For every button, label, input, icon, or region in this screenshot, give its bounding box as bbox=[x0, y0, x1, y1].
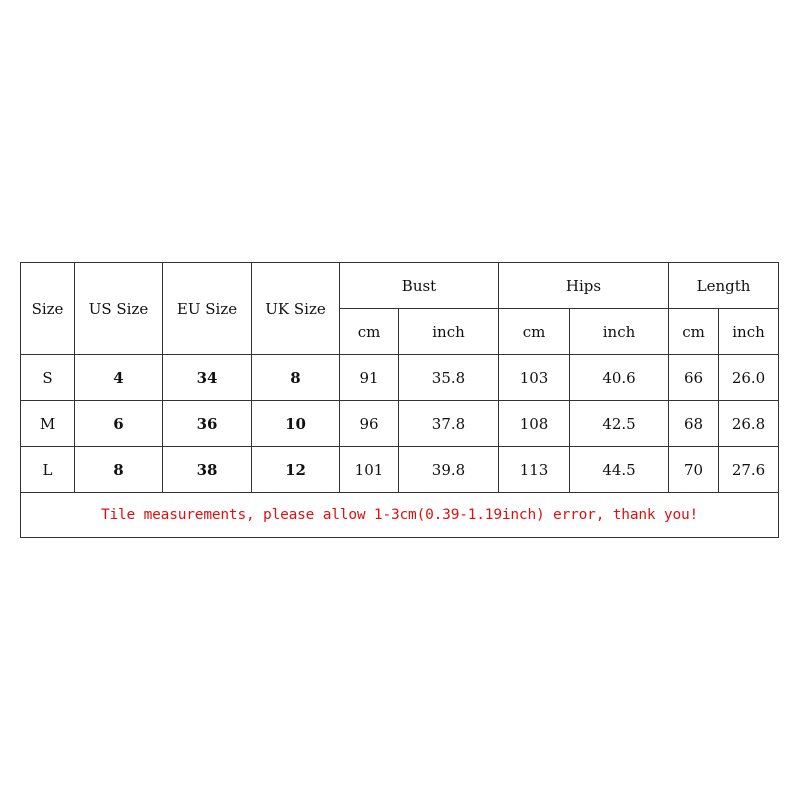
header-length-inch: inch bbox=[719, 309, 779, 355]
cell-bust-cm: 91 bbox=[340, 355, 399, 401]
header-size: Size bbox=[21, 263, 75, 355]
cell-bust-inch: 35.8 bbox=[399, 355, 499, 401]
cell-size: M bbox=[21, 401, 75, 447]
cell-eu-size: 38 bbox=[163, 447, 252, 493]
note-row bbox=[21, 493, 779, 538]
cell-hips-inch: 44.5 bbox=[570, 447, 669, 493]
cell-uk-size: 10 bbox=[252, 401, 340, 447]
table-row bbox=[21, 355, 779, 401]
cell-eu-size: 34 bbox=[163, 355, 252, 401]
cell-length-inch: 26.8 bbox=[719, 401, 779, 447]
measurement-note: Tile measurements, please allow 1-3cm(0.39-1.19inch) error, thank you! bbox=[21, 493, 779, 538]
size-chart-table bbox=[20, 262, 779, 538]
cell-eu-size: 36 bbox=[163, 401, 252, 447]
header-uk-size: UK Size bbox=[252, 263, 340, 355]
cell-size: S bbox=[21, 355, 75, 401]
cell-bust-inch: 39.8 bbox=[399, 447, 499, 493]
cell-bust-cm: 96 bbox=[340, 401, 399, 447]
header-length: Length bbox=[669, 263, 779, 309]
cell-hips-cm: 103 bbox=[499, 355, 570, 401]
cell-us-size: 6 bbox=[75, 401, 163, 447]
header-row bbox=[21, 263, 779, 309]
table-row bbox=[21, 401, 779, 447]
cell-us-size: 4 bbox=[75, 355, 163, 401]
cell-uk-size: 8 bbox=[252, 355, 340, 401]
header-hips-inch: inch bbox=[570, 309, 669, 355]
cell-bust-inch: 37.8 bbox=[399, 401, 499, 447]
header-eu-size: EU Size bbox=[163, 263, 252, 355]
header-hips-cm: cm bbox=[499, 309, 570, 355]
header-hips: Hips bbox=[499, 263, 669, 309]
cell-hips-inch: 40.6 bbox=[570, 355, 669, 401]
header-us-size: US Size bbox=[75, 263, 163, 355]
header-bust-inch: inch bbox=[399, 309, 499, 355]
cell-hips-inch: 42.5 bbox=[570, 401, 669, 447]
cell-uk-size: 12 bbox=[252, 447, 340, 493]
cell-bust-cm: 101 bbox=[340, 447, 399, 493]
cell-length-cm: 66 bbox=[669, 355, 719, 401]
cell-hips-cm: 113 bbox=[499, 447, 570, 493]
header-length-cm: cm bbox=[669, 309, 719, 355]
cell-us-size: 8 bbox=[75, 447, 163, 493]
cell-length-inch: 26.0 bbox=[719, 355, 779, 401]
cell-size: L bbox=[21, 447, 75, 493]
table-row bbox=[21, 447, 779, 493]
cell-length-cm: 68 bbox=[669, 401, 719, 447]
cell-length-cm: 70 bbox=[669, 447, 719, 493]
header-bust: Bust bbox=[340, 263, 499, 309]
header-bust-cm: cm bbox=[340, 309, 399, 355]
cell-hips-cm: 108 bbox=[499, 401, 570, 447]
cell-length-inch: 27.6 bbox=[719, 447, 779, 493]
